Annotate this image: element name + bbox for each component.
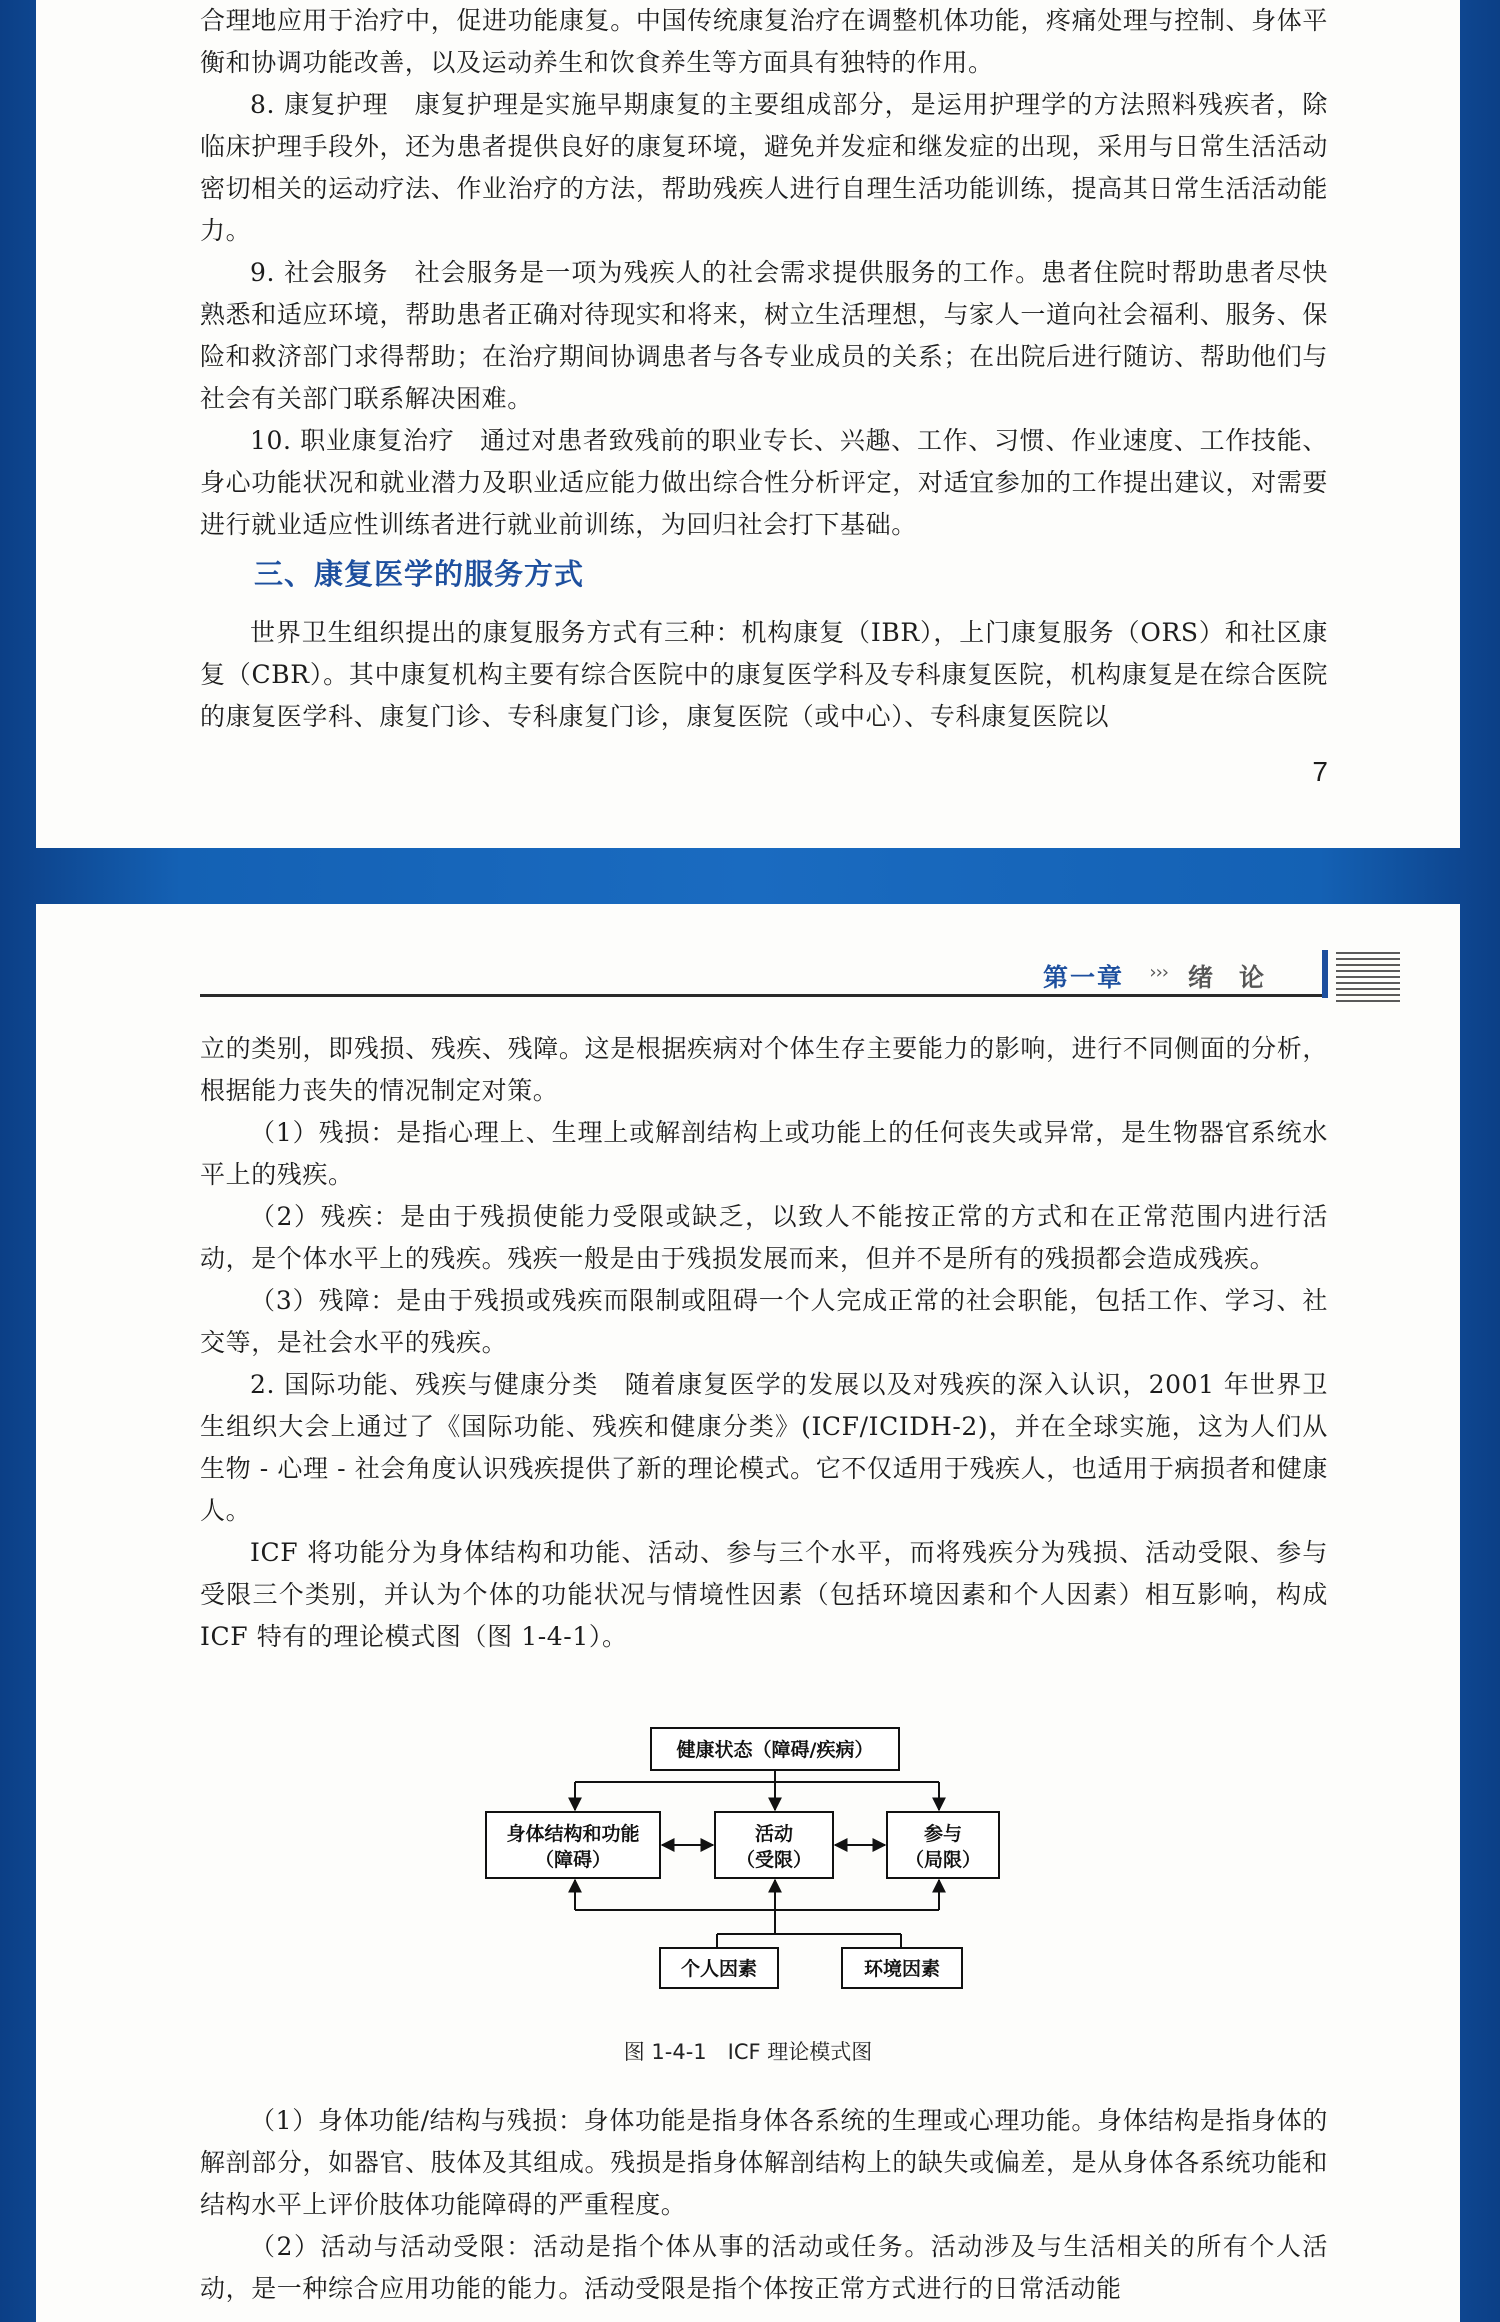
header-rule bbox=[200, 994, 1328, 997]
paragraph: 10. 职业康复治疗 通过对患者致残前的职业专长、兴趣、工作、习惯、作业速度、工作技能、身心功能状况和就业潜力及职业适应能力做出综合性分析评定，对适宜参加的工作提出建议，对需要进行就业适应性训练者进行就业前训练，为回归社会打下基础。 bbox=[200, 426, 1328, 539]
paragraph: （3）残障：是由于残损或残疾而限制或阻碍一个人完成正常的社会职能，包括工作、学习、社交等，是社会水平的残疾。 bbox=[200, 1286, 1328, 1357]
paragraph: 2. 国际功能、残疾与健康分类 随着康复医学的发展以及对残疾的深入认识，2001 年世界卫生组织大会上通过了《国际功能、残疾和健康分类》(ICF/ICIDH-2)，并在全球实施，这为人们从生物 - 心理 - 社会角度认识残疾提供了新的理论模式。它不仅适用于残疾人，也适用于病损者和健康人。 bbox=[200, 1370, 1328, 1525]
icf-diagram-svg bbox=[36, 1724, 1460, 2024]
body-function-label: 身体结构和功能 bbox=[506, 1823, 640, 1845]
environmental-factors-label: 环境因素 bbox=[863, 1958, 941, 1980]
participation-label: 参与 bbox=[923, 1823, 963, 1845]
figure-caption: 图 1-4-1 ICF 理论模式图 bbox=[623, 2040, 873, 2064]
paragraph: 合理地应用于治疗中，促进功能康复。中国传统康复治疗在调整机体功能，疼痛处理与控制、身体平衡和协调功能改善，以及运动养生和饮食养生等方面具有独特的作用。 bbox=[200, 6, 1328, 77]
paragraph: （2）残疾：是由于残损使能力受限或缺乏，以致人不能按正常的方式和在正常范围内进行活动，是个体水平上的残疾。残疾一般是由于残损发展而来，但并不是所有的残损都会造成残疾。 bbox=[200, 1202, 1328, 1273]
header-chapter: 第一章 bbox=[1042, 963, 1124, 992]
activity-label: 活动 bbox=[754, 1823, 794, 1845]
page7-body-text bbox=[200, 0, 1328, 546]
header-stripe-decoration bbox=[1336, 952, 1400, 1004]
section-heading: 三、康复医学的服务方式 bbox=[254, 557, 585, 591]
health-condition-label: 健康状态（障碍/疾病） bbox=[676, 1739, 874, 1761]
paragraph: ICF 将功能分为身体结构和功能、活动、参与三个水平，而将残疾分为残损、活动受限、参与受限三个类别，并认为个体的功能状况与情境性因素（包括环境因素和个人因素）相互影响，构成 ICF 特有的理论模式图（图 1-4-1）。 bbox=[200, 1538, 1328, 1651]
paragraph: （1）身体功能/结构与残损：身体功能是指身体各系统的生理或心理功能。身体结构是指身体的解剖部分，如器官、肢体及其组成。残损是指身体解剖结构上的缺失或偏差，是从身体各系统功能和结构水平上评价肢体功能障碍的严重程度。 bbox=[200, 2106, 1328, 2219]
body-function-sublabel: （障碍） bbox=[534, 1849, 612, 1871]
page7-body-text-after-heading bbox=[200, 612, 1328, 738]
header-accent-bar bbox=[1322, 950, 1328, 998]
participation-sublabel: （局限） bbox=[904, 1849, 982, 1871]
paragraph: 9. 社会服务 社会服务是一项为残疾人的社会需求提供服务的工作。患者住院时帮助患者尽快熟悉和适应环境，帮助患者正确对待现实和将来，树立生活理想，与家人一道向社会福利、服务、保险和救济部门求得帮助；在治疗期间协调患者与各专业成员的关系；在出院后进行随访、帮助他们与社会有关部门联系解决困难。 bbox=[200, 258, 1328, 413]
page-body-text bbox=[200, 1028, 1328, 1658]
book-page-next bbox=[36, 904, 1460, 2322]
header-title: 绪论 bbox=[1187, 963, 1290, 992]
activity-sublabel: （受限） bbox=[735, 1849, 813, 1871]
personal-factors-label: 个人因素 bbox=[680, 1958, 758, 1980]
paragraph: （2）活动与活动受限：活动是指个体从事的活动或任务。活动涉及与生活相关的所有个人活动，是一种综合应用功能的能力。活动受限是指个体按正常方式进行的日常活动能 bbox=[200, 2232, 1328, 2303]
paragraph: 8. 康复护理 康复护理是实施早期康复的主要组成部分，是运用护理学的方法照料残疾者，除临床护理手段外，还为患者提供良好的康复环境，避免并发症和继发症的出现，采用与日常生活活动密切相关的运动疗法、作业治疗的方法，帮助残疾人进行自理生活功能训练，提高其日常生活活动能力。 bbox=[200, 90, 1328, 245]
page-body-text-after-figure bbox=[200, 2100, 1328, 2310]
page-number: 7 bbox=[1312, 756, 1328, 787]
paragraph: （1）残损：是指心理上、生理上或解剖结构上或功能上的任何丧失或异常，是生物器官系统水平上的残疾。 bbox=[200, 1118, 1328, 1189]
paragraph: 世界卫生组织提出的康复服务方式有三种：机构康复（IBR），上门康复服务（ORS）和社区康复（CBR）。其中康复机构主要有综合医院中的康复医学科及专科康复医院，机构康复是在综合医院的康复医学科、康复门诊、专科康复门诊，康复医院（或中心）、专科康复医院以 bbox=[200, 618, 1328, 731]
running-header bbox=[200, 950, 1400, 1010]
paragraph: 立的类别，即残损、残疾、残障。这是根据疾病对个体生存主要能力的影响，进行不同侧面的分析，根据能力丧失的情况制定对策。 bbox=[200, 1034, 1328, 1105]
icf-model-diagram bbox=[36, 1724, 1460, 2024]
book-page-7 bbox=[36, 0, 1460, 848]
header-arrows: ››› bbox=[1149, 962, 1168, 983]
